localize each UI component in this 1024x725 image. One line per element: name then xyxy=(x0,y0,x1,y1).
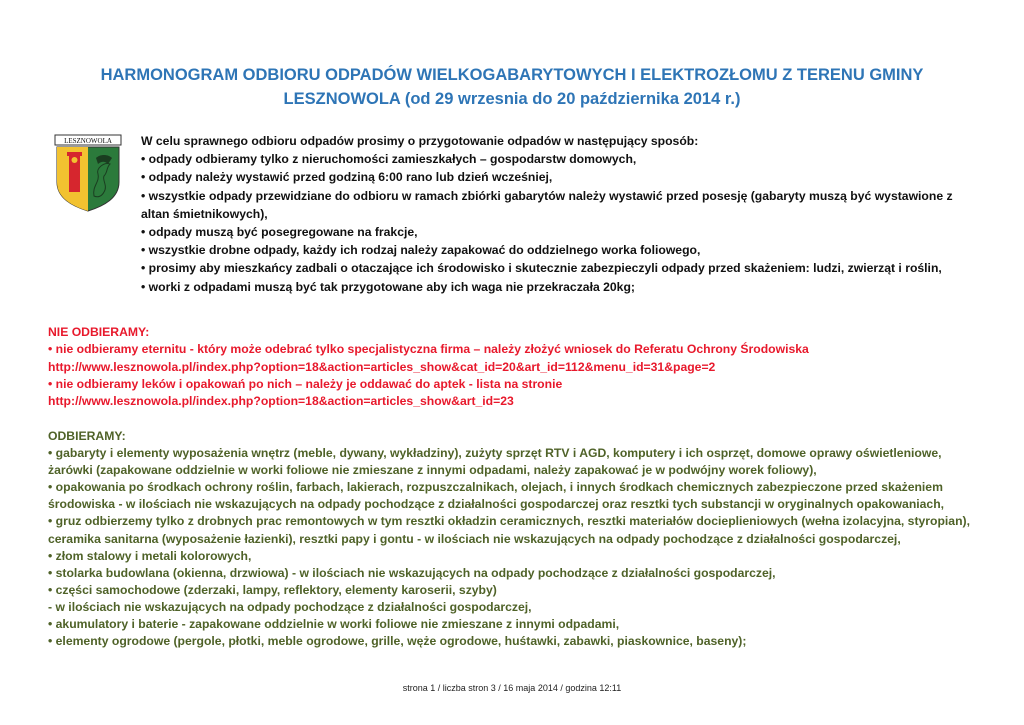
intro-item: • wszystkie drobne odpady, każdy ich rodzaj należy zapakować do oddzielnego worka foliowego, xyxy=(141,243,701,258)
collected-item: żarówki (zapakowane oddzielnie w worki foliowe nie zmieszane z innymi odpadami, należy zapakować je w podwójny worek foliowy), xyxy=(48,463,817,478)
collected-item: • części samochodowe (zderzaki, lampy, reflektory, elementy karoserii, szyby) xyxy=(48,582,497,597)
not-collected-section xyxy=(48,324,988,410)
not-collected-heading: NIE ODBIERAMY: xyxy=(48,325,150,339)
intro-item: altan śmietnikowych), xyxy=(141,206,268,221)
collected-item: • opakowania po środkach ochrony roślin, farbach, lakierach, rozpuszczalnikach, olejach, i innych środkach chemicznych zabezpieczone przed skażeniem xyxy=(48,480,943,495)
not-collected-item: • nie odbieramy leków i opakowań po nich – należy je oddawać do aptek - lista na stronie xyxy=(48,376,563,391)
document-title xyxy=(80,63,944,111)
intro-section xyxy=(141,132,981,296)
not-collected-item: • nie odbieramy eternitu - który może odebrać tylko specjalistyczna firma – należy złożyć wniosek do Referatu Ochrony Środowiska xyxy=(48,342,809,357)
collected-item: środowiska - w ilościach nie wskazujących na odpady pochodzące z działalności gospodarczej oraz resztki tych substancji w oryginalnych opakowaniach, xyxy=(48,497,945,512)
collected-section xyxy=(48,428,1008,650)
intro-item: • odpady muszą być posegregowane na frakcje, xyxy=(141,225,418,240)
not-collected-link[interactable]: http://www.lesznowola.pl/index.php?option=18&action=articles_show&cat_id=20&art_id=112&menu_id=31&page=2 xyxy=(48,359,716,374)
title-line-1: HARMONOGRAM ODBIORU ODPADÓW WIELKOGABARYTOWYCH I ELEKTROZŁOMU Z TERENU GMINY xyxy=(100,66,924,84)
not-collected-link[interactable]: http://www.lesznowola.pl/index.php?option=18&action=articles_show&art_id=23 xyxy=(48,394,514,409)
intro-item: • prosimy aby mieszkańcy zadbali o otaczające ich środowisko i skutecznie zabezpieczyli odpady przed skażeniem: ludzi, zwierząt i roślin, xyxy=(141,261,942,276)
intro-item: • worki z odpadami muszą być tak przygotowane aby ich waga nie przekraczała 20kg; xyxy=(141,279,635,294)
collected-item: - w ilościach nie wskazujących na odpady pochodzące z działalności gospodarczej, xyxy=(48,599,532,614)
intro-lead: W celu sprawnego odbioru odpadów prosimy o przygotowanie odpadów w następujący sposób: xyxy=(141,134,699,148)
collected-item: • akumulatory i baterie - zapakowane oddzielnie w worki foliowe nie zmieszane z innymi odpadami, xyxy=(48,617,620,632)
intro-item: • odpady należy wystawić przed godziną 6:00 rano lub dzień wcześniej, xyxy=(141,170,553,185)
collected-item: • gruz odbierzemy tylko z drobnych prac remontowych w tym resztki okładzin ceramicznych, resztki materiałów docieplieniowych (wełna izolacyjna, styropian), xyxy=(48,514,970,529)
lesznowola-crest-icon xyxy=(54,134,122,212)
crest-label: LESZNOWOLA xyxy=(64,137,112,145)
collected-item: • elementy ogrodowe (pergole, płotki, meble ogrodowe, grille, węże ogrodowe, huśtawki, zabawki, piaskownice, baseny); xyxy=(48,634,747,649)
page-footer: strona 1 / liczba stron 3 / 16 maja 2014 / godzina 12:11 xyxy=(402,683,622,693)
collected-item: • gabaryty i elementy wyposażenia wnętrz (meble, dywany, wykładziny), zużyty sprzęt RTV i AGD, komputery i ich osprzęt, domowe oprawy oświetleniowe, xyxy=(48,446,942,461)
collected-heading: ODBIERAMY: xyxy=(48,429,126,443)
intro-item: • odpady odbieramy tylko z nieruchomości zamieszkałych – gospodarstw domowych, xyxy=(141,152,637,167)
title-line-2: LESZNOWOLA (od 29 wrzesnia do 20 października 2014 r.) xyxy=(283,90,741,108)
intro-item: • wszystkie odpady przewidziane do odbioru w ramach zbiórki gabarytów należy wystawić przed posesję (gabaryty muszą być wystawione z xyxy=(141,188,953,203)
collected-item: • stolarka budowlana (okienna, drzwiowa) - w ilościach nie wskazujących na odpady pochodzące z działalności gospodarczej, xyxy=(48,565,776,580)
collected-item: • złom stalowy i metali kolorowych, xyxy=(48,548,252,563)
collected-item: ceramika sanitarna (wyposażenie łazienki), resztki papy i gontu - w ilościach nie wskazujących na odpady pochodzące z działalności gospodarczej, xyxy=(48,531,901,546)
